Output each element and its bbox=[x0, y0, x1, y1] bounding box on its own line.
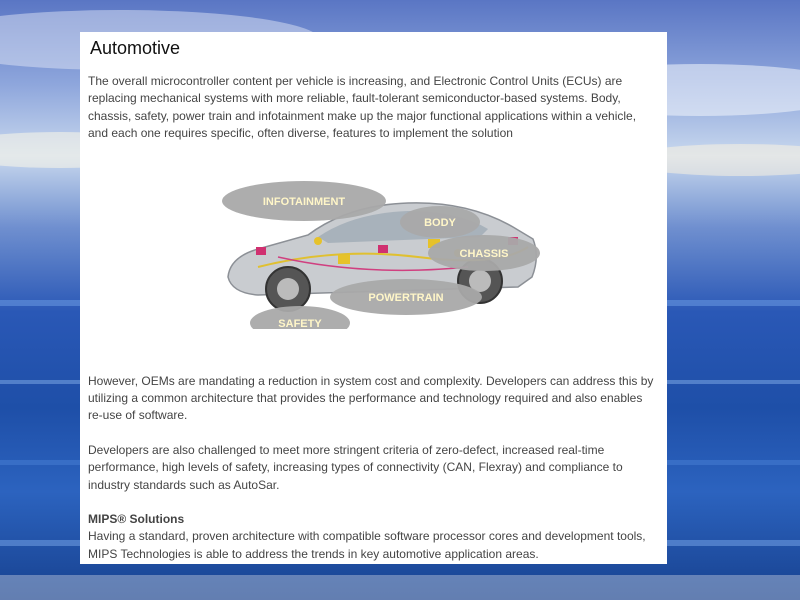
solutions-paragraph: Having a standard, proven architecture with compatible software processor cores and development tools, MIPS Technologies is able to address the trends in key automotive application areas. bbox=[88, 529, 646, 561]
chassis-bubble bbox=[428, 235, 540, 271]
chassis-label: CHASSIS bbox=[459, 247, 509, 260]
intro-paragraph: The overall microcontroller content per vehicle is increasing, and Electronic Control Units (ECUs) are replacing mechanical systems with more reliable, fault-tolerant semiconductor-based systems. Body, chassis, safety, power train and infotainment make up the major functional applications within a vehicle, and each one requires specific, often diverse, features to implement the solution bbox=[88, 74, 637, 141]
challenges-paragraph: Developers are also challenged to meet more stringent criteria of zero-defect, increased real-time performance, high levels of safety, increasing types of connectivity (CAN, Flexray) and compliance to industry standards such as AutoSar. bbox=[88, 442, 623, 492]
powertrain-bubble bbox=[330, 279, 482, 315]
solutions-heading: MIPS® Solutions bbox=[88, 512, 185, 527]
page-title: Automotive bbox=[90, 38, 181, 58]
content-panel bbox=[80, 32, 667, 564]
infotainment-label: INFOTAINMENT bbox=[262, 195, 346, 208]
powertrain-label: POWERTRAIN bbox=[368, 291, 444, 304]
safety-label: SAFETY bbox=[278, 317, 322, 329]
body-label: BODY bbox=[424, 216, 456, 229]
car-diagram-figure bbox=[218, 177, 542, 329]
cost-paragraph: However, OEMs are mandating a reduction in system cost and complexity. Developers can address this by utilizing a common architecture that provides the performance and technology required and also enables re-use of software. bbox=[88, 373, 654, 423]
body-bubble bbox=[400, 206, 480, 238]
car-diagram-image bbox=[218, 177, 542, 329]
infotainment-bubble bbox=[222, 181, 386, 221]
